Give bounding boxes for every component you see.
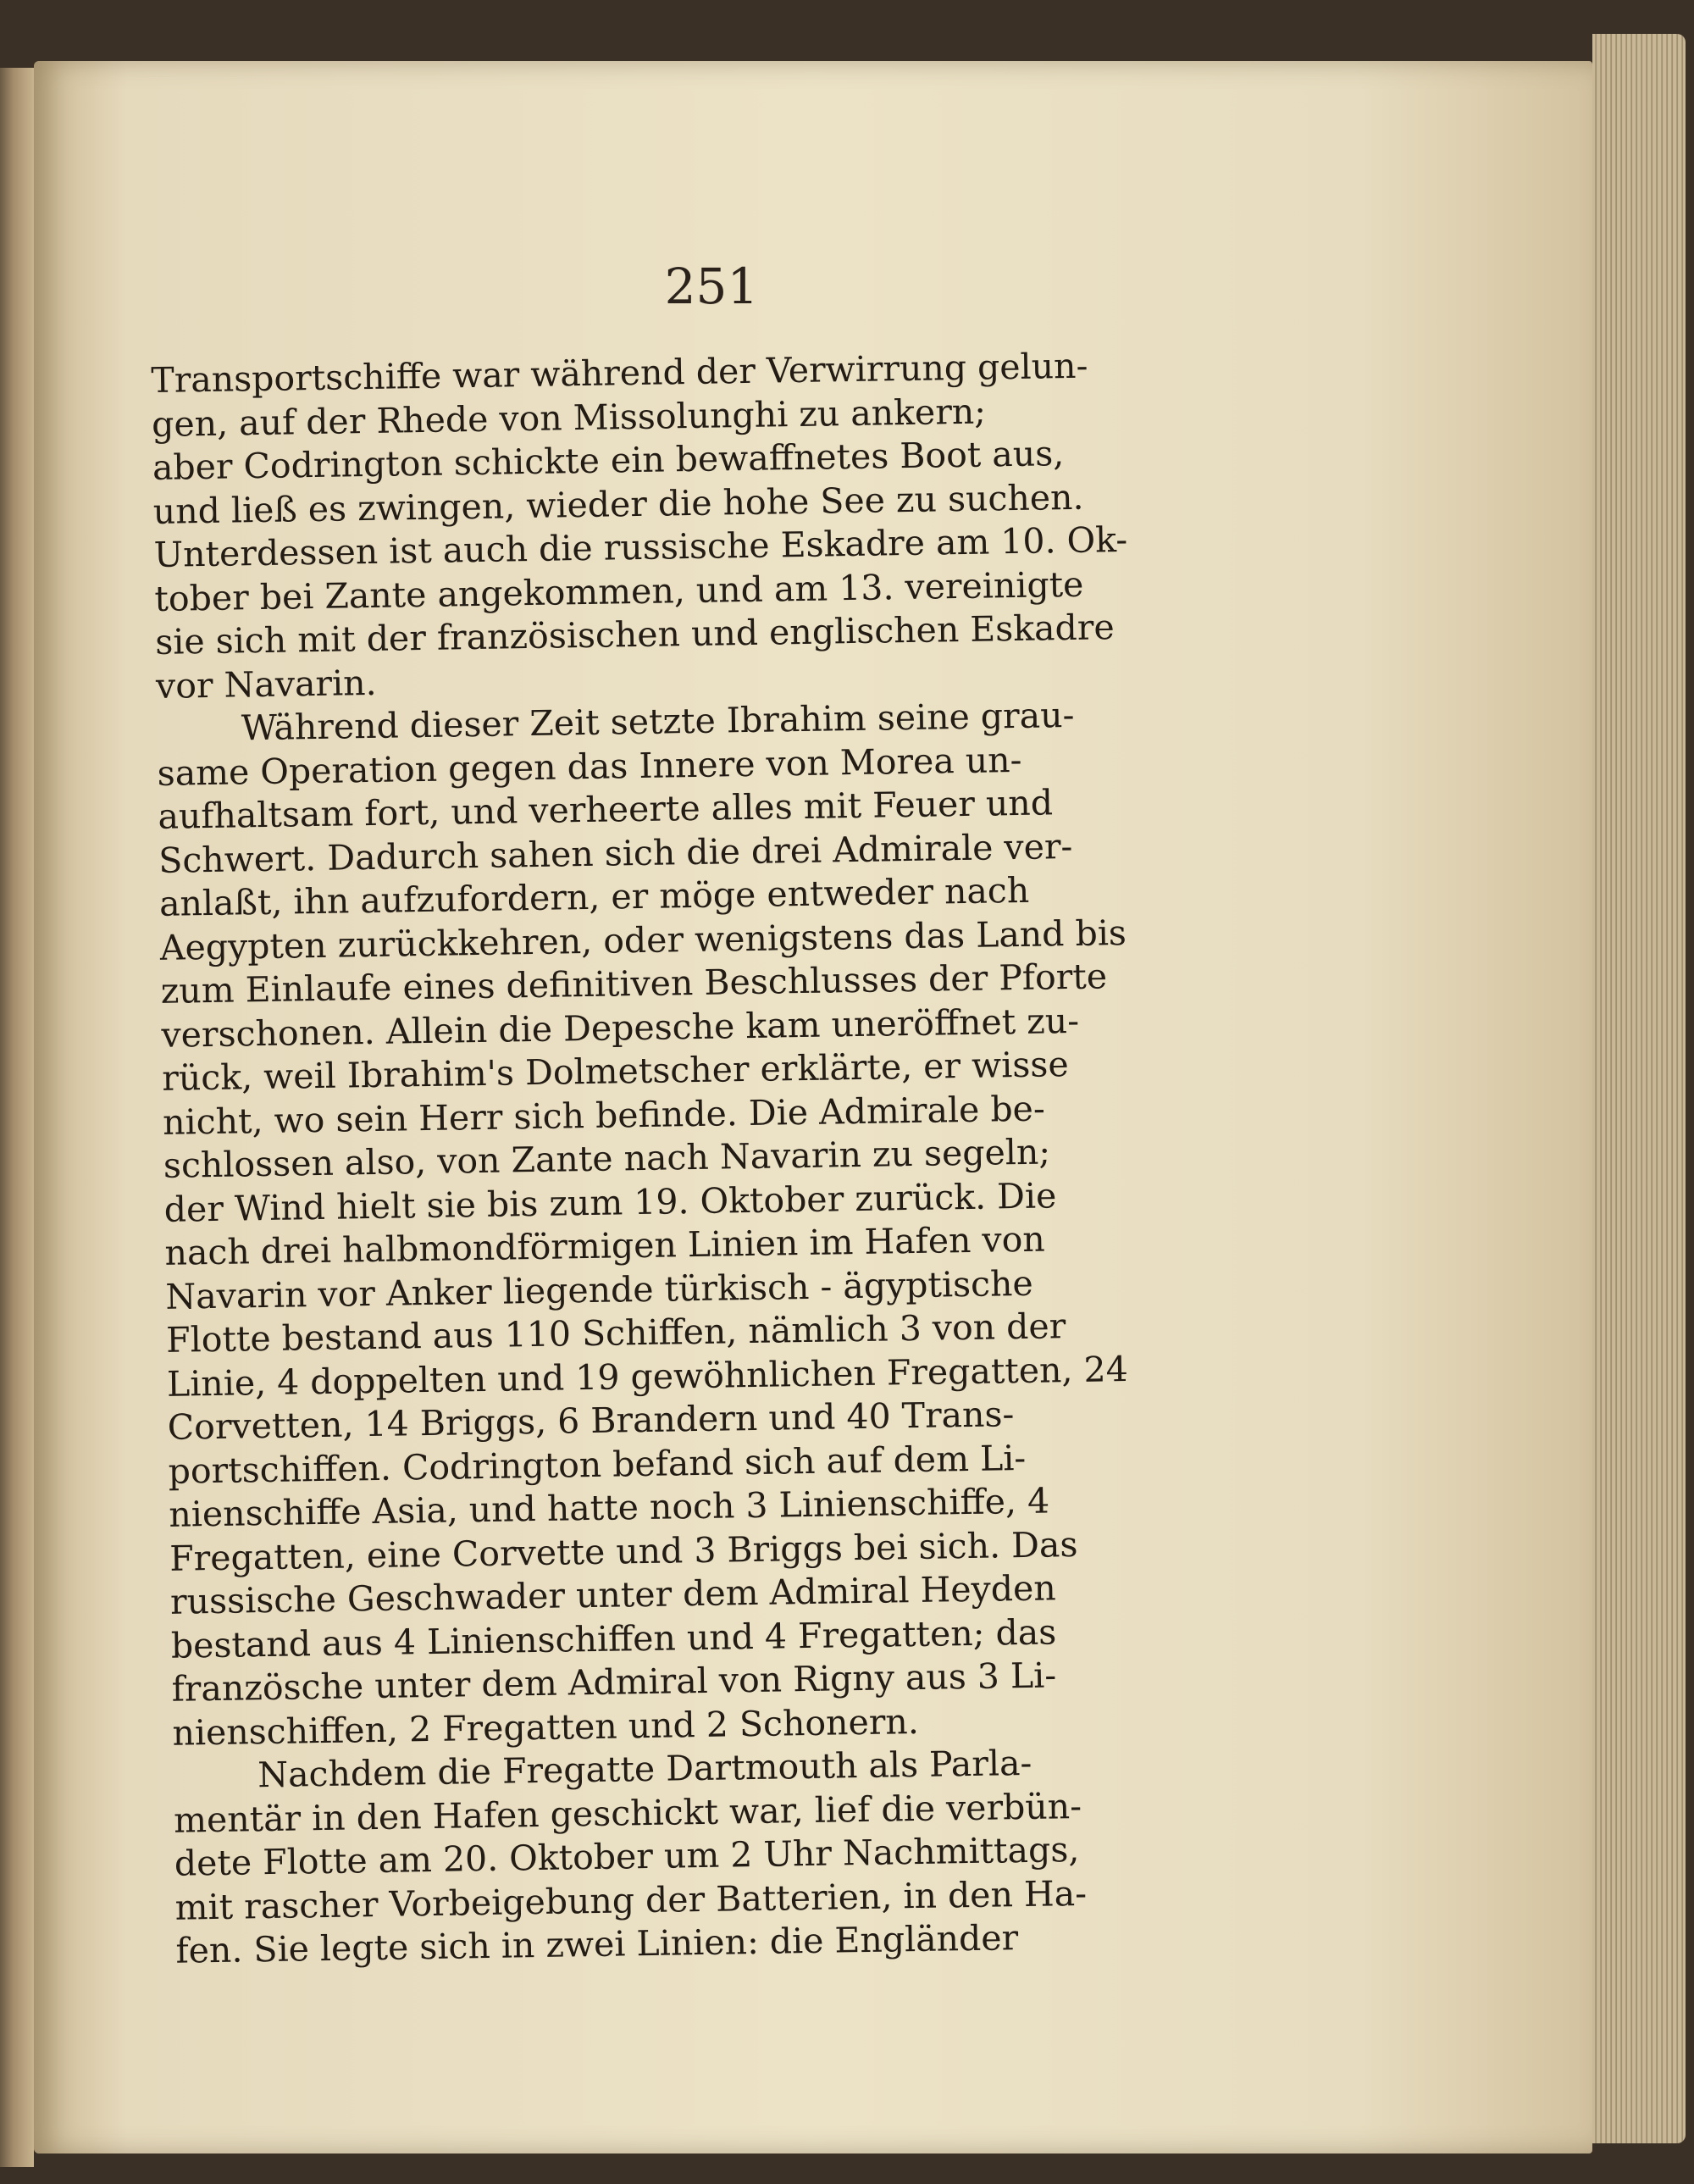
page-edges xyxy=(1592,34,1686,2143)
text-line: Unterdessen ist auch die russische Eskadre am 10. Ok- xyxy=(153,518,1128,575)
text-line: französche unter dem Admiral von Rigny aus 3 Li- xyxy=(171,1655,1057,1710)
text-line: sie sich mit der französischen und englischen Eskadre xyxy=(154,607,1115,662)
text-line: nach drei halbmondförmigen Linien im Hafen von xyxy=(164,1218,1046,1273)
text-line: Corvetten, 14 Briggs, 6 Brandern und 40 Trans- xyxy=(167,1394,1015,1448)
text-line: dete Flotte am 20. Oktober um 2 Uhr Nachmittags, xyxy=(174,1828,1080,1884)
text-line: Nachdem die Fregatte Dartmouth als Parla- xyxy=(257,1742,1032,1796)
text-line: bestand aus 4 Linienschiffen und 4 Fregatten; das xyxy=(170,1610,1057,1666)
text-line: verschonen. Allein die Depesche kam uneröffnet zu- xyxy=(161,1000,1080,1056)
text-line: fen. Sie legte sich in zwei Linien: die Engländer xyxy=(175,1917,1019,1971)
text-line: zum Einlaufe eines definitiven Beschlusses der Pforte xyxy=(160,956,1108,1012)
text-line: Transportschiffe war während der Verwirrung gelun- xyxy=(151,345,1088,401)
text-line: aufhaltsam fort, und verheerte alles mit Feuer und xyxy=(158,782,1054,837)
text-line: same Operation gegen das Innere von Morea un- xyxy=(157,739,1022,794)
text-line: aber Codrington schickte ein bewaffnetes Boot aus, xyxy=(152,433,1065,488)
book-page xyxy=(34,61,1592,2154)
body-text xyxy=(151,341,1328,1974)
text-line: Schwert. Dadurch sahen sich die drei Admirale ver- xyxy=(158,825,1073,881)
text-line: mentär in den Hafen geschickt war, lief die verbün- xyxy=(173,1785,1082,1841)
text-line: mit rascher Vorbeigebung der Batterien, in den Ha- xyxy=(174,1872,1088,1928)
text-line: Flotte bestand aus 110 Schiffen, nämlich 3 von der xyxy=(165,1305,1066,1361)
text-line: russische Geschwader unter dem Admiral Heyden xyxy=(169,1567,1057,1622)
text-line: rück, weil Ibrahim's Dolmetscher erklärte, er wisse xyxy=(161,1044,1070,1099)
text-line: nienschiffen, 2 Fregatten und 2 Schonern. xyxy=(172,1700,920,1754)
text-line: und ließ es zwingen, wieder die hohe See zu suchen. xyxy=(152,476,1084,532)
text-line: schlossen also, von Zante nach Navarin zu segeln; xyxy=(163,1131,1051,1186)
text-line: tober bei Zante angekommen, und am 13. vereinigte xyxy=(154,563,1084,619)
text-line: gen, auf der Rhede von Missolunghi zu ankern; xyxy=(151,391,987,445)
text-line: Fregatten, eine Corvette und 3 Briggs bei sich. Das xyxy=(169,1523,1078,1579)
page-number: 251 xyxy=(664,258,759,315)
text-line: Während dieser Zeit setzte Ibrahim seine grau- xyxy=(241,694,1075,749)
left-page-edge xyxy=(0,68,34,2167)
text-line: Navarin vor Anker liegende türkisch - ägyptische xyxy=(165,1262,1034,1317)
text-line: vor Navarin. xyxy=(155,662,377,707)
text-line: Linie, 4 doppelten und 19 gewöhnlichen Fregatten, 24 xyxy=(166,1348,1129,1405)
text-line: Aegypten zurückkehren, oder wenigstens das Land bis xyxy=(159,912,1127,968)
text-line: portschiffen. Codrington befand sich auf dem Li- xyxy=(168,1437,1027,1492)
text-line: nicht, wo sein Herr sich befinde. Die Admirale be- xyxy=(162,1088,1046,1143)
text-line: anlaßt, ihn aufzufordern, er möge entweder nach xyxy=(158,869,1030,924)
text-line: nienschiffe Asia, und hatte noch 3 Linienschiffe, 4 xyxy=(169,1480,1050,1535)
text-line: der Wind hielt sie bis zum 19. Oktober zurück. Die xyxy=(163,1174,1057,1230)
